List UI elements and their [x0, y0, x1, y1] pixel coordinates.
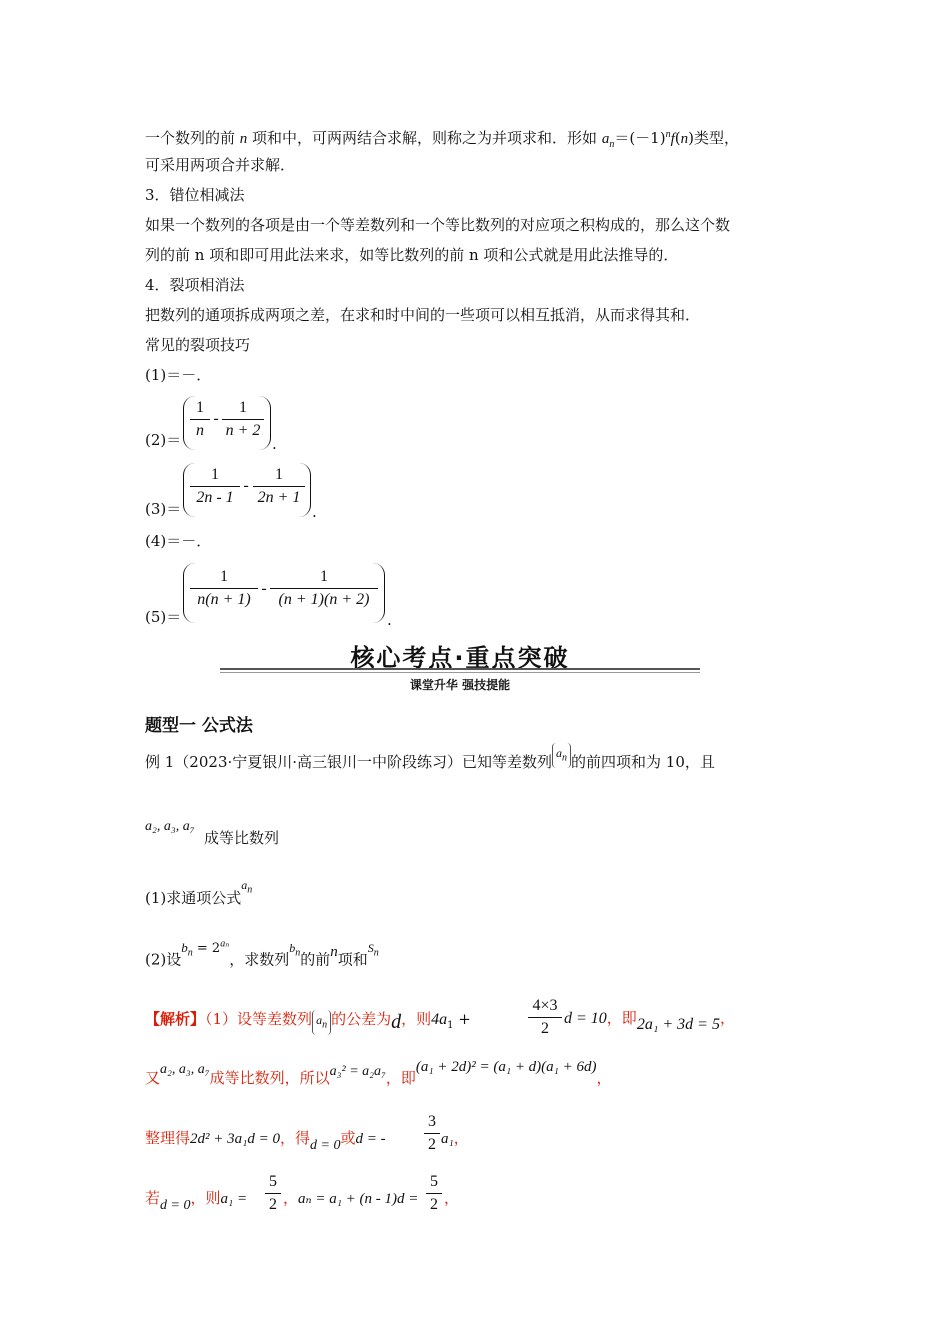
math-sup: n	[665, 129, 671, 140]
math-d: d	[391, 1011, 402, 1033]
heading-3: 3．错位相减法	[145, 186, 245, 204]
solution-text: 整理得	[145, 1129, 191, 1147]
frac-den: 2	[428, 1136, 436, 1153]
trick-5-minus: -	[261, 580, 267, 597]
section-heading: 题型一 公式法	[145, 716, 253, 736]
frac-den: n	[196, 422, 204, 439]
intro-line-4: 列的前 n 项和即可用此法来求，如等比数列的前 n 项和公式就是用此法推导的．	[145, 246, 679, 264]
math-sub: n	[562, 752, 568, 764]
frac-num: 4×3	[532, 997, 558, 1014]
math-sub: n	[373, 947, 379, 959]
solution-text: ，则	[190, 1189, 221, 1207]
trick-3-label: (3)＝	[145, 500, 182, 518]
trick-2-end: .	[272, 435, 277, 453]
intro-text: (	[674, 129, 681, 147]
math-b: b	[181, 940, 188, 956]
math-expr: d = 0	[160, 1198, 191, 1213]
seq-braces	[312, 1010, 331, 1035]
math-sub: n	[187, 947, 193, 959]
solution-text: 成等比数列，所以	[209, 1069, 330, 1087]
solution-frac-5-2-a	[265, 1172, 281, 1215]
frac-num: 1	[196, 399, 204, 416]
math-sub: n	[609, 139, 615, 150]
solution-line-2	[145, 1059, 612, 1090]
banner-title: 核心考点·重点突破	[350, 644, 570, 672]
intro-line-3: 如果一个数列的各项是由一个等差数列和一个等比数列的对应项之积构成的，那么这个数	[145, 216, 731, 234]
heading-4: 4．裂项相消法	[145, 276, 245, 294]
banner-subtitle: 课堂升华 强技提能	[409, 678, 511, 692]
intro-line-1	[145, 125, 739, 155]
math-a: a	[601, 131, 610, 147]
math-expr: d = 0	[310, 1138, 341, 1153]
solution-text: 的公差为	[331, 1010, 392, 1028]
solution-frac-3-2	[424, 1112, 440, 1155]
solution-text: （1）设等差数列	[205, 1010, 313, 1028]
condition-text: 成等比数列	[204, 829, 280, 847]
frac-num: 1	[220, 568, 228, 585]
math-b: b	[289, 941, 296, 956]
banner-divider	[220, 672, 700, 673]
trick-5-label: (5)＝	[145, 608, 182, 626]
trick-3-frac-1	[190, 465, 240, 508]
solution-text: 若	[145, 1189, 161, 1207]
solution-line-4c: ，	[444, 1189, 460, 1207]
solution-text: ，	[283, 1189, 299, 1207]
math-S: S	[367, 941, 374, 956]
math-terms: a₂, a₃, a₇	[145, 819, 195, 834]
intro-line-2: 可采用两项合并求解．	[145, 156, 296, 174]
solution-line-3	[145, 1128, 386, 1153]
solution-frac-5-2-b	[426, 1172, 442, 1215]
math-expr: (a₁ + 2d)² = (a₁ + d)(a₁ + 6d)	[415, 1059, 597, 1075]
math-expr: a₃² = a₂a₇	[329, 1064, 386, 1079]
question-1	[145, 878, 253, 914]
math-expr: 4a	[431, 1011, 448, 1028]
solution-text: ，	[719, 1009, 735, 1027]
example-1-line	[145, 746, 715, 778]
trick-2-frac-2	[222, 398, 264, 441]
math-plus: +	[453, 1010, 471, 1028]
question-text: (1)求通项公式	[145, 889, 242, 907]
trick-5-frac-2	[270, 567, 378, 610]
math-expr: 2a₁ + 3d = 5	[636, 1016, 720, 1033]
math-n: n	[239, 131, 248, 147]
math-a: a	[316, 1013, 323, 1027]
intro-text: 项和中，可两两结合求解，则称之为并项求和．形如	[247, 129, 602, 147]
trick-2-minus: -	[213, 410, 219, 427]
trick-5-frac-1	[190, 567, 258, 610]
solution-text: ，	[453, 1129, 469, 1147]
solution-frac-4x3	[528, 996, 562, 1039]
frac-num: 1	[211, 466, 219, 483]
example-text: 的前四项和为 10，且	[571, 753, 715, 771]
trick-4: (4)＝－．	[145, 532, 212, 550]
math-expr: 2d² + 3a₁d = 0	[190, 1131, 280, 1147]
intro-text: ＝(－1)	[614, 129, 666, 147]
math-expr: d = 10	[564, 1010, 607, 1027]
question-text: 的前	[300, 950, 331, 969]
frac-den: (n + 1)(n + 2)	[278, 591, 370, 608]
frac-den: n + 2	[225, 422, 261, 439]
frac-num: 3	[428, 1113, 436, 1130]
frac-num: 5	[269, 1173, 277, 1190]
math-expr: d = -	[355, 1131, 386, 1147]
math-n: n	[330, 944, 338, 961]
math-terms: a₂, a₃, a₇	[160, 1062, 210, 1077]
frac-num: 1	[320, 568, 328, 585]
math-sub: n	[295, 947, 301, 959]
solution-text: ，即	[385, 1069, 416, 1087]
math-expr: a₁ =	[220, 1191, 248, 1207]
trick-5-end: .	[387, 611, 392, 629]
frac-num: 1	[239, 399, 247, 416]
solution-line-4b	[283, 1188, 418, 1209]
math-expr: a₁	[441, 1131, 454, 1147]
math-sub: n	[322, 1019, 328, 1031]
frac-num: 5	[430, 1173, 438, 1190]
solution-text: 或	[340, 1129, 356, 1147]
math-n: n	[680, 131, 689, 147]
math-sub: n	[247, 884, 253, 896]
math-a: a	[556, 746, 563, 760]
solution-text: ，	[596, 1069, 612, 1087]
math-expr: aₙ = a₁ + (n - 1)d =	[298, 1191, 419, 1207]
question-text: (2)设	[145, 950, 182, 969]
question-2	[145, 939, 379, 976]
trick-2-label: (2)＝	[145, 431, 182, 449]
seq-braces	[552, 743, 571, 768]
frac-den: 2	[269, 1196, 277, 1213]
intro-line-6: 常见的裂项技巧	[145, 336, 251, 354]
intro-line-5: 把数列的通项拆成两项之差，在求和时中间的一些项可以相互抵消，从而求得其和．	[145, 306, 701, 324]
solution-text: ，即	[606, 1009, 637, 1027]
solution-text: ，得	[279, 1129, 310, 1147]
solution-line-3b	[441, 1128, 469, 1149]
example-text: 例 1（2023·宁夏银川·高三银川一中阶段练习）已知等差数列	[145, 753, 553, 771]
frac-num: 1	[275, 466, 283, 483]
math-a: a	[241, 878, 248, 892]
question-text: 项和	[337, 950, 368, 969]
solution-text: 又	[145, 1069, 161, 1087]
math-f: f	[670, 131, 675, 147]
condition-terms	[145, 815, 195, 837]
frac-den: 2n + 1	[257, 489, 301, 506]
question-text: ，求数列	[229, 950, 290, 969]
trick-3-minus: -	[243, 477, 249, 494]
trick-3-end: .	[312, 503, 317, 521]
trick-2-frac-1	[190, 398, 210, 441]
solution-line-1b	[564, 1008, 735, 1033]
trick-1: (1)＝－．	[145, 366, 212, 384]
solution-line-1: 【解析】（1）设等差数列 $a_n$ 的公差为d，则$4a_1$ +	[145, 1008, 471, 1036]
frac-den: 2n - 1	[196, 489, 234, 506]
trick-3-frac-2	[253, 465, 305, 508]
banner-divider	[220, 668, 700, 670]
frac-den: 2	[430, 1196, 438, 1213]
solution-text: ，则	[401, 1010, 432, 1028]
frac-den: n(n + 1)	[197, 591, 251, 608]
intro-text: )类型，	[688, 129, 739, 147]
solution-tag: 【解析】	[145, 1010, 206, 1028]
intro-text: 一个数列的前	[145, 129, 240, 147]
math-eq: = 2	[192, 941, 221, 957]
solution-line-4	[145, 1188, 248, 1213]
math-sup: aₙ	[220, 939, 230, 950]
frac-den: 2	[541, 1020, 549, 1037]
